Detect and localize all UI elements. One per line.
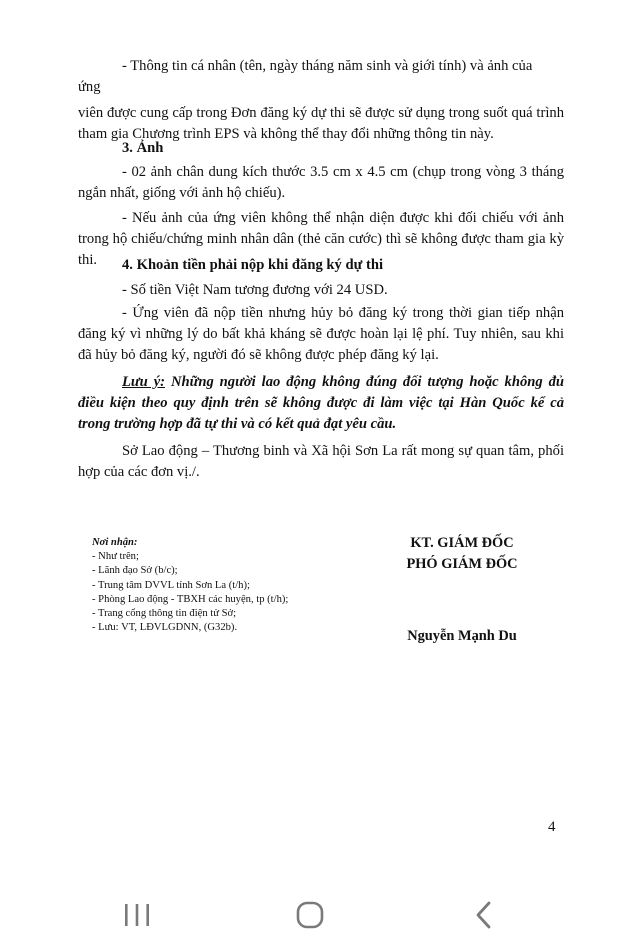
note-label: Lưu ý:: [122, 374, 166, 390]
section3-heading: 3. Ảnh: [122, 140, 164, 156]
recent-apps-button[interactable]: [117, 898, 157, 934]
recipient-item: - Như trên;: [92, 551, 139, 563]
home-button[interactable]: [290, 898, 330, 934]
para1-continued: viên được cung cấp trong Đơn đăng ký dự thi sẽ được sử dụng trong suốt quá trình tham gia Chương trình EPS và không thể thay đổi những thông tin này.: [78, 105, 564, 142]
signer-title-line2: PHÓ GIÁM ĐỐC: [406, 556, 518, 572]
recipient-item: - Trung tâm DVVL tỉnh Sơn La (t/h);: [92, 579, 250, 591]
recipients-block: [92, 536, 288, 635]
back-icon: [464, 898, 504, 934]
note-text: Những người lao động không đúng đối tượng hoặc không đủ điều kiện theo quy định trên sẽ không được đi làm việc tại Hàn Quốc kể cả trong trường hợp đã tự thi và có kết quả đạt yêu cầu.: [78, 374, 564, 432]
recipients-title: Nơi nhận:: [92, 537, 138, 548]
navigation-bar: [0, 880, 620, 951]
home-icon: [290, 898, 330, 934]
section3-item1: - 02 ảnh chân dung kích thước 3.5 cm x 4.5 cm (chụp trong vòng 3 tháng ngắn nhất, giống với ảnh hộ chiếu).: [78, 164, 564, 201]
recipient-item: - Phòng Lao động - TBXH các huyện, tp (t/h);: [92, 593, 289, 605]
recent-apps-icon: [117, 898, 157, 934]
section4-heading: 4. Khoản tiền phải nộp khi đăng ký dự thi: [122, 257, 384, 273]
signer-title-line1: KT. GIÁM ĐỐC: [410, 535, 514, 551]
closing-paragraph: Sở Lao động – Thương binh và Xã hội Sơn La rất mong sự quan tâm, phối hợp của các đơn vị./.: [78, 443, 564, 480]
page-number: 4: [548, 819, 556, 835]
back-button[interactable]: [464, 898, 504, 934]
recipient-item: - Lưu: VT, LĐVLGDNN, (G32b).: [92, 622, 238, 634]
note-paragraph: [78, 372, 564, 435]
section4-item2: - Ứng viên đã nộp tiền nhưng hủy bỏ đăng ký trong thời gian tiếp nhận đăng ký vì những lý do bất khả kháng sẽ được hoàn lại lệ phí. Tuy nhiên, sau khi đã hủy bỏ đăng ký, người đó sẽ không được phép đăng ký lại.: [78, 305, 564, 363]
recipient-item: - Trang cổng thông tin điện tử Sở;: [92, 608, 237, 620]
recipient-item: - Lãnh đạo Sở (b/c);: [92, 565, 178, 577]
para1-line1: - Thông tin cá nhân (tên, ngày tháng năm sinh và giới tính) và ảnh của: [122, 58, 533, 74]
para1-line2: ứng: [78, 79, 101, 95]
signer-name: Nguyễn Mạnh Du: [407, 628, 517, 644]
section4-item1: - Số tiền Việt Nam tương đương với 24 USD.: [122, 282, 388, 298]
section3-item2: - Nếu ảnh của ứng viên không thể nhận diện được khi đối chiếu với ảnh trong hộ chiếu/chứng minh nhân dân (thẻ căn cước) thì sẽ không được tham gia kỳ thi.: [78, 210, 564, 268]
